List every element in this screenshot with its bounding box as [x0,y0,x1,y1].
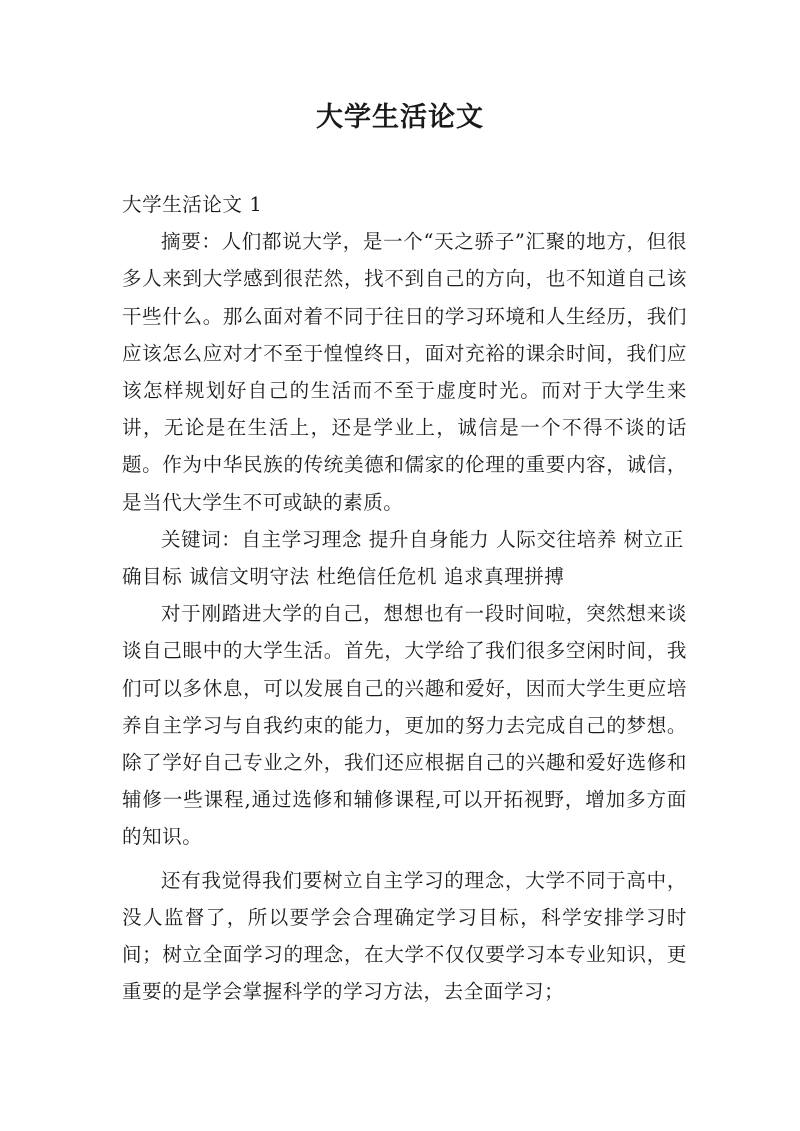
abstract-paragraph: 摘要：人们都说大学，是一个“天之骄子”汇聚的地方，但很多人来到大学感到很茫然，找不到自己的方向，也不知道自己该干些什么。那么面对着不同于往日的学习环境和人生经历，我们应该怎么应对才不至于惶惶终日，面对充裕的课余时间，我们应该怎样规划好自己的生活而不至于虚度时光。而对于大学生来讲，无论是在生活上，还是学业上，诚信是一个不得不谈的话题。作为中华民族的传统美德和儒家的伦理的重要内容，诚信，是当代大学生不可或缺的素质。 [122,230,687,514]
document-body [122,186,687,1010]
document-title: 大学生活论文 [316,102,484,133]
section-heading: 大学生活论文 1 [122,193,263,216]
body-paragraph-1: 对于刚踏进大学的自己，想想也有一段时间啦，突然想来谈谈自己眼中的大学生活。首先，大学给了我们很多空闲时间，我们可以多休息，可以发展自己的兴趣和爱好，因而大学生更应培养自主学习与自我约束的能力，更加的努力去完成自己的梦想。除了学好自己专业之外，我们还应根据自己的兴趣和爱好选修和辅修一些课程,通过选修和辅修课程,可以开拓视野，增加多方面的知识。 [122,602,687,849]
body-paragraph-2: 还有我觉得我们要树立自主学习的理念，大学不同于高中，没人监督了，所以要学会合理确定学习目标，科学安排学习时间；树立全面学习的理念，在大学不仅仅要学习本专业知识，更重要的是学会掌握科学的学习方法，去全面学习； [122,868,687,1004]
keywords-paragraph: 关键词：自主学习理念 提升自身能力 人际交往培养 树立正确目标 诚信文明守法 杜绝信任危机 追求真理拼搏 [122,527,684,589]
